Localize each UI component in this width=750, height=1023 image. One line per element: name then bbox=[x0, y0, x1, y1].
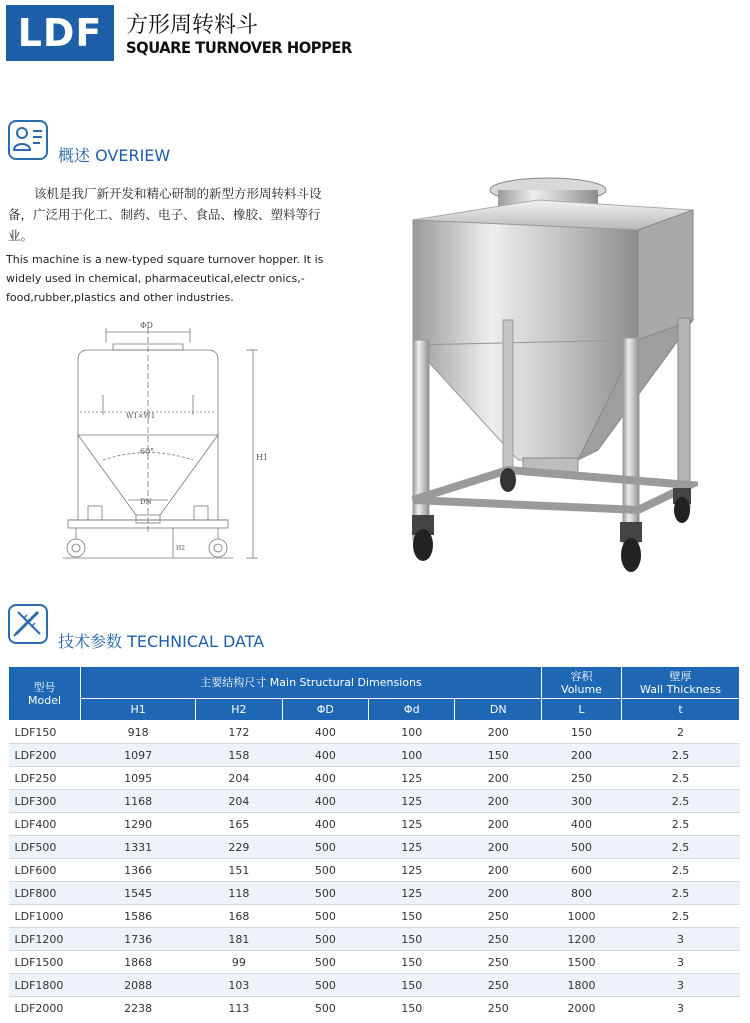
value-cell: 300 bbox=[542, 790, 622, 813]
value-cell: 1868 bbox=[81, 951, 196, 974]
model-cell: LDF500 bbox=[9, 836, 81, 859]
product-photo bbox=[398, 170, 698, 585]
value-cell: 2.5 bbox=[622, 882, 740, 905]
model-cell: LDF1000 bbox=[9, 905, 81, 928]
value-cell: 3 bbox=[622, 951, 740, 974]
value-cell: 1366 bbox=[81, 859, 196, 882]
header-model: 型号 Model bbox=[9, 667, 81, 721]
value-cell: 2.5 bbox=[622, 905, 740, 928]
value-cell: 3 bbox=[622, 974, 740, 997]
value-cell: 200 bbox=[455, 882, 542, 905]
table-row bbox=[9, 721, 740, 744]
value-cell: 165 bbox=[196, 813, 282, 836]
drawing-label-h1: H1 bbox=[256, 453, 269, 462]
value-cell: 1290 bbox=[81, 813, 196, 836]
value-cell: 118 bbox=[196, 882, 282, 905]
table-row bbox=[9, 997, 740, 1020]
value-cell: 250 bbox=[455, 905, 542, 928]
value-cell: 150 bbox=[455, 744, 542, 767]
value-cell: 125 bbox=[369, 859, 455, 882]
value-cell: 400 bbox=[542, 813, 622, 836]
value-cell: 125 bbox=[369, 882, 455, 905]
subheader-l: L bbox=[542, 699, 622, 721]
value-cell: 151 bbox=[196, 859, 282, 882]
table-body bbox=[9, 721, 740, 1020]
technical-data-table bbox=[8, 666, 740, 1020]
value-cell: 150 bbox=[369, 997, 455, 1020]
value-cell: 200 bbox=[455, 813, 542, 836]
table-row bbox=[9, 859, 740, 882]
table-row bbox=[9, 744, 740, 767]
model-cell: LDF800 bbox=[9, 882, 81, 905]
header-wall-thickness: 壁厚 Wall Thickness bbox=[622, 667, 740, 699]
model-cell: LDF600 bbox=[9, 859, 81, 882]
model-cell: LDF1200 bbox=[9, 928, 81, 951]
table-row bbox=[9, 905, 740, 928]
value-cell: 400 bbox=[282, 744, 368, 767]
value-cell: 250 bbox=[455, 997, 542, 1020]
product-title-en: SQUARE TURNOVER HOPPER bbox=[126, 38, 352, 57]
value-cell: 2238 bbox=[81, 997, 196, 1020]
value-cell: 500 bbox=[542, 836, 622, 859]
overview-text-cn: 该机是我厂新开发和精心研制的新型方形周转料斗设备，广泛用于化工、制药、电子、食品、橡胶、塑料等行业。 bbox=[8, 186, 322, 243]
drawing-label-dn: DN bbox=[140, 498, 152, 506]
value-cell: 200 bbox=[542, 744, 622, 767]
value-cell: 168 bbox=[196, 905, 282, 928]
value-cell: 500 bbox=[282, 974, 368, 997]
value-cell: 1200 bbox=[542, 928, 622, 951]
value-cell: 250 bbox=[455, 951, 542, 974]
value-cell: 200 bbox=[455, 721, 542, 744]
value-cell: 400 bbox=[282, 790, 368, 813]
subheader-phid-small: Φd bbox=[369, 699, 455, 721]
value-cell: 99 bbox=[196, 951, 282, 974]
person-list-icon bbox=[8, 120, 48, 160]
model-cell: LDF200 bbox=[9, 744, 81, 767]
value-cell: 204 bbox=[196, 767, 282, 790]
model-cell: LDF250 bbox=[9, 767, 81, 790]
value-cell: 1168 bbox=[81, 790, 196, 813]
value-cell: 500 bbox=[282, 859, 368, 882]
table-row bbox=[9, 882, 740, 905]
overview-text-en: This machine is a new-typed square turnover hopper. It is widely used in chemical, pharmaceutical,electr onics,-food,rubber,plastics and other industries. bbox=[6, 253, 324, 304]
value-cell: 500 bbox=[282, 997, 368, 1020]
table-row bbox=[9, 974, 740, 997]
value-cell: 500 bbox=[282, 928, 368, 951]
value-cell: 918 bbox=[81, 721, 196, 744]
subheader-h1: H1 bbox=[81, 699, 196, 721]
value-cell: 400 bbox=[282, 767, 368, 790]
table-row bbox=[9, 836, 740, 859]
model-cell: LDF1800 bbox=[9, 974, 81, 997]
subheader-h2: H2 bbox=[196, 699, 282, 721]
value-cell: 100 bbox=[369, 721, 455, 744]
value-cell: 125 bbox=[369, 836, 455, 859]
value-cell: 229 bbox=[196, 836, 282, 859]
model-cell: LDF400 bbox=[9, 813, 81, 836]
value-cell: 150 bbox=[369, 974, 455, 997]
value-cell: 200 bbox=[455, 767, 542, 790]
value-cell: 181 bbox=[196, 928, 282, 951]
value-cell: 103 bbox=[196, 974, 282, 997]
value-cell: 100 bbox=[369, 744, 455, 767]
value-cell: 1736 bbox=[81, 928, 196, 951]
technical-drawing bbox=[58, 320, 278, 570]
model-cell: LDF2000 bbox=[9, 997, 81, 1020]
value-cell: 600 bbox=[542, 859, 622, 882]
value-cell: 150 bbox=[542, 721, 622, 744]
value-cell: 172 bbox=[196, 721, 282, 744]
value-cell: 3 bbox=[622, 928, 740, 951]
value-cell: 125 bbox=[369, 790, 455, 813]
value-cell: 400 bbox=[282, 813, 368, 836]
value-cell: 200 bbox=[455, 859, 542, 882]
value-cell: 2 bbox=[622, 721, 740, 744]
value-cell: 250 bbox=[455, 974, 542, 997]
value-cell: 1095 bbox=[81, 767, 196, 790]
value-cell: 2.5 bbox=[622, 744, 740, 767]
page-header bbox=[0, 0, 750, 65]
value-cell: 1586 bbox=[81, 905, 196, 928]
model-cell: LDF1500 bbox=[9, 951, 81, 974]
value-cell: 1097 bbox=[81, 744, 196, 767]
value-cell: 1000 bbox=[542, 905, 622, 928]
drawing-label-w1: W1×W1 bbox=[126, 412, 156, 420]
drawing-label-phid: ΦD bbox=[140, 321, 153, 330]
value-cell: 2000 bbox=[542, 997, 622, 1020]
value-cell: 200 bbox=[455, 836, 542, 859]
product-title-cn: 方形周转料斗 bbox=[126, 13, 259, 38]
drawing-label-h2: H2 bbox=[176, 545, 186, 552]
value-cell: 2.5 bbox=[622, 859, 740, 882]
product-code: LDF bbox=[6, 5, 114, 61]
value-cell: 250 bbox=[455, 928, 542, 951]
value-cell: 250 bbox=[542, 767, 622, 790]
value-cell: 1331 bbox=[81, 836, 196, 859]
table-row bbox=[9, 790, 740, 813]
table-row bbox=[9, 951, 740, 974]
value-cell: 2.5 bbox=[622, 790, 740, 813]
model-cell: LDF150 bbox=[9, 721, 81, 744]
technical-heading: 技术参数 TECHNICAL DATA bbox=[58, 632, 265, 651]
subheader-phid-large: ΦD bbox=[282, 699, 368, 721]
value-cell: 158 bbox=[196, 744, 282, 767]
value-cell: 150 bbox=[369, 928, 455, 951]
drawing-label-angle: 60° bbox=[140, 447, 155, 456]
value-cell: 150 bbox=[369, 905, 455, 928]
table-row bbox=[9, 767, 740, 790]
value-cell: 125 bbox=[369, 767, 455, 790]
value-cell: 400 bbox=[282, 721, 368, 744]
header-main-dimensions: 主要结构尺寸 Main Structural Dimensions bbox=[81, 667, 542, 699]
value-cell: 1545 bbox=[81, 882, 196, 905]
overview-heading: 概述 OVERIEW bbox=[58, 146, 171, 165]
subheader-t: t bbox=[622, 699, 740, 721]
ruler-pencil-icon bbox=[8, 604, 48, 644]
value-cell: 500 bbox=[282, 905, 368, 928]
value-cell: 204 bbox=[196, 790, 282, 813]
value-cell: 1800 bbox=[542, 974, 622, 997]
value-cell: 500 bbox=[282, 882, 368, 905]
value-cell: 2.5 bbox=[622, 836, 740, 859]
value-cell: 125 bbox=[369, 813, 455, 836]
value-cell: 3 bbox=[622, 997, 740, 1020]
subheader-dn: DN bbox=[455, 699, 542, 721]
model-cell: LDF300 bbox=[9, 790, 81, 813]
value-cell: 200 bbox=[455, 790, 542, 813]
value-cell: 1500 bbox=[542, 951, 622, 974]
value-cell: 800 bbox=[542, 882, 622, 905]
value-cell: 2.5 bbox=[622, 813, 740, 836]
table-row bbox=[9, 813, 740, 836]
value-cell: 150 bbox=[369, 951, 455, 974]
value-cell: 113 bbox=[196, 997, 282, 1020]
value-cell: 500 bbox=[282, 951, 368, 974]
value-cell: 2088 bbox=[81, 974, 196, 997]
header-volume: 容积 Volume bbox=[542, 667, 622, 699]
table-row bbox=[9, 928, 740, 951]
value-cell: 500 bbox=[282, 836, 368, 859]
value-cell: 2.5 bbox=[622, 767, 740, 790]
